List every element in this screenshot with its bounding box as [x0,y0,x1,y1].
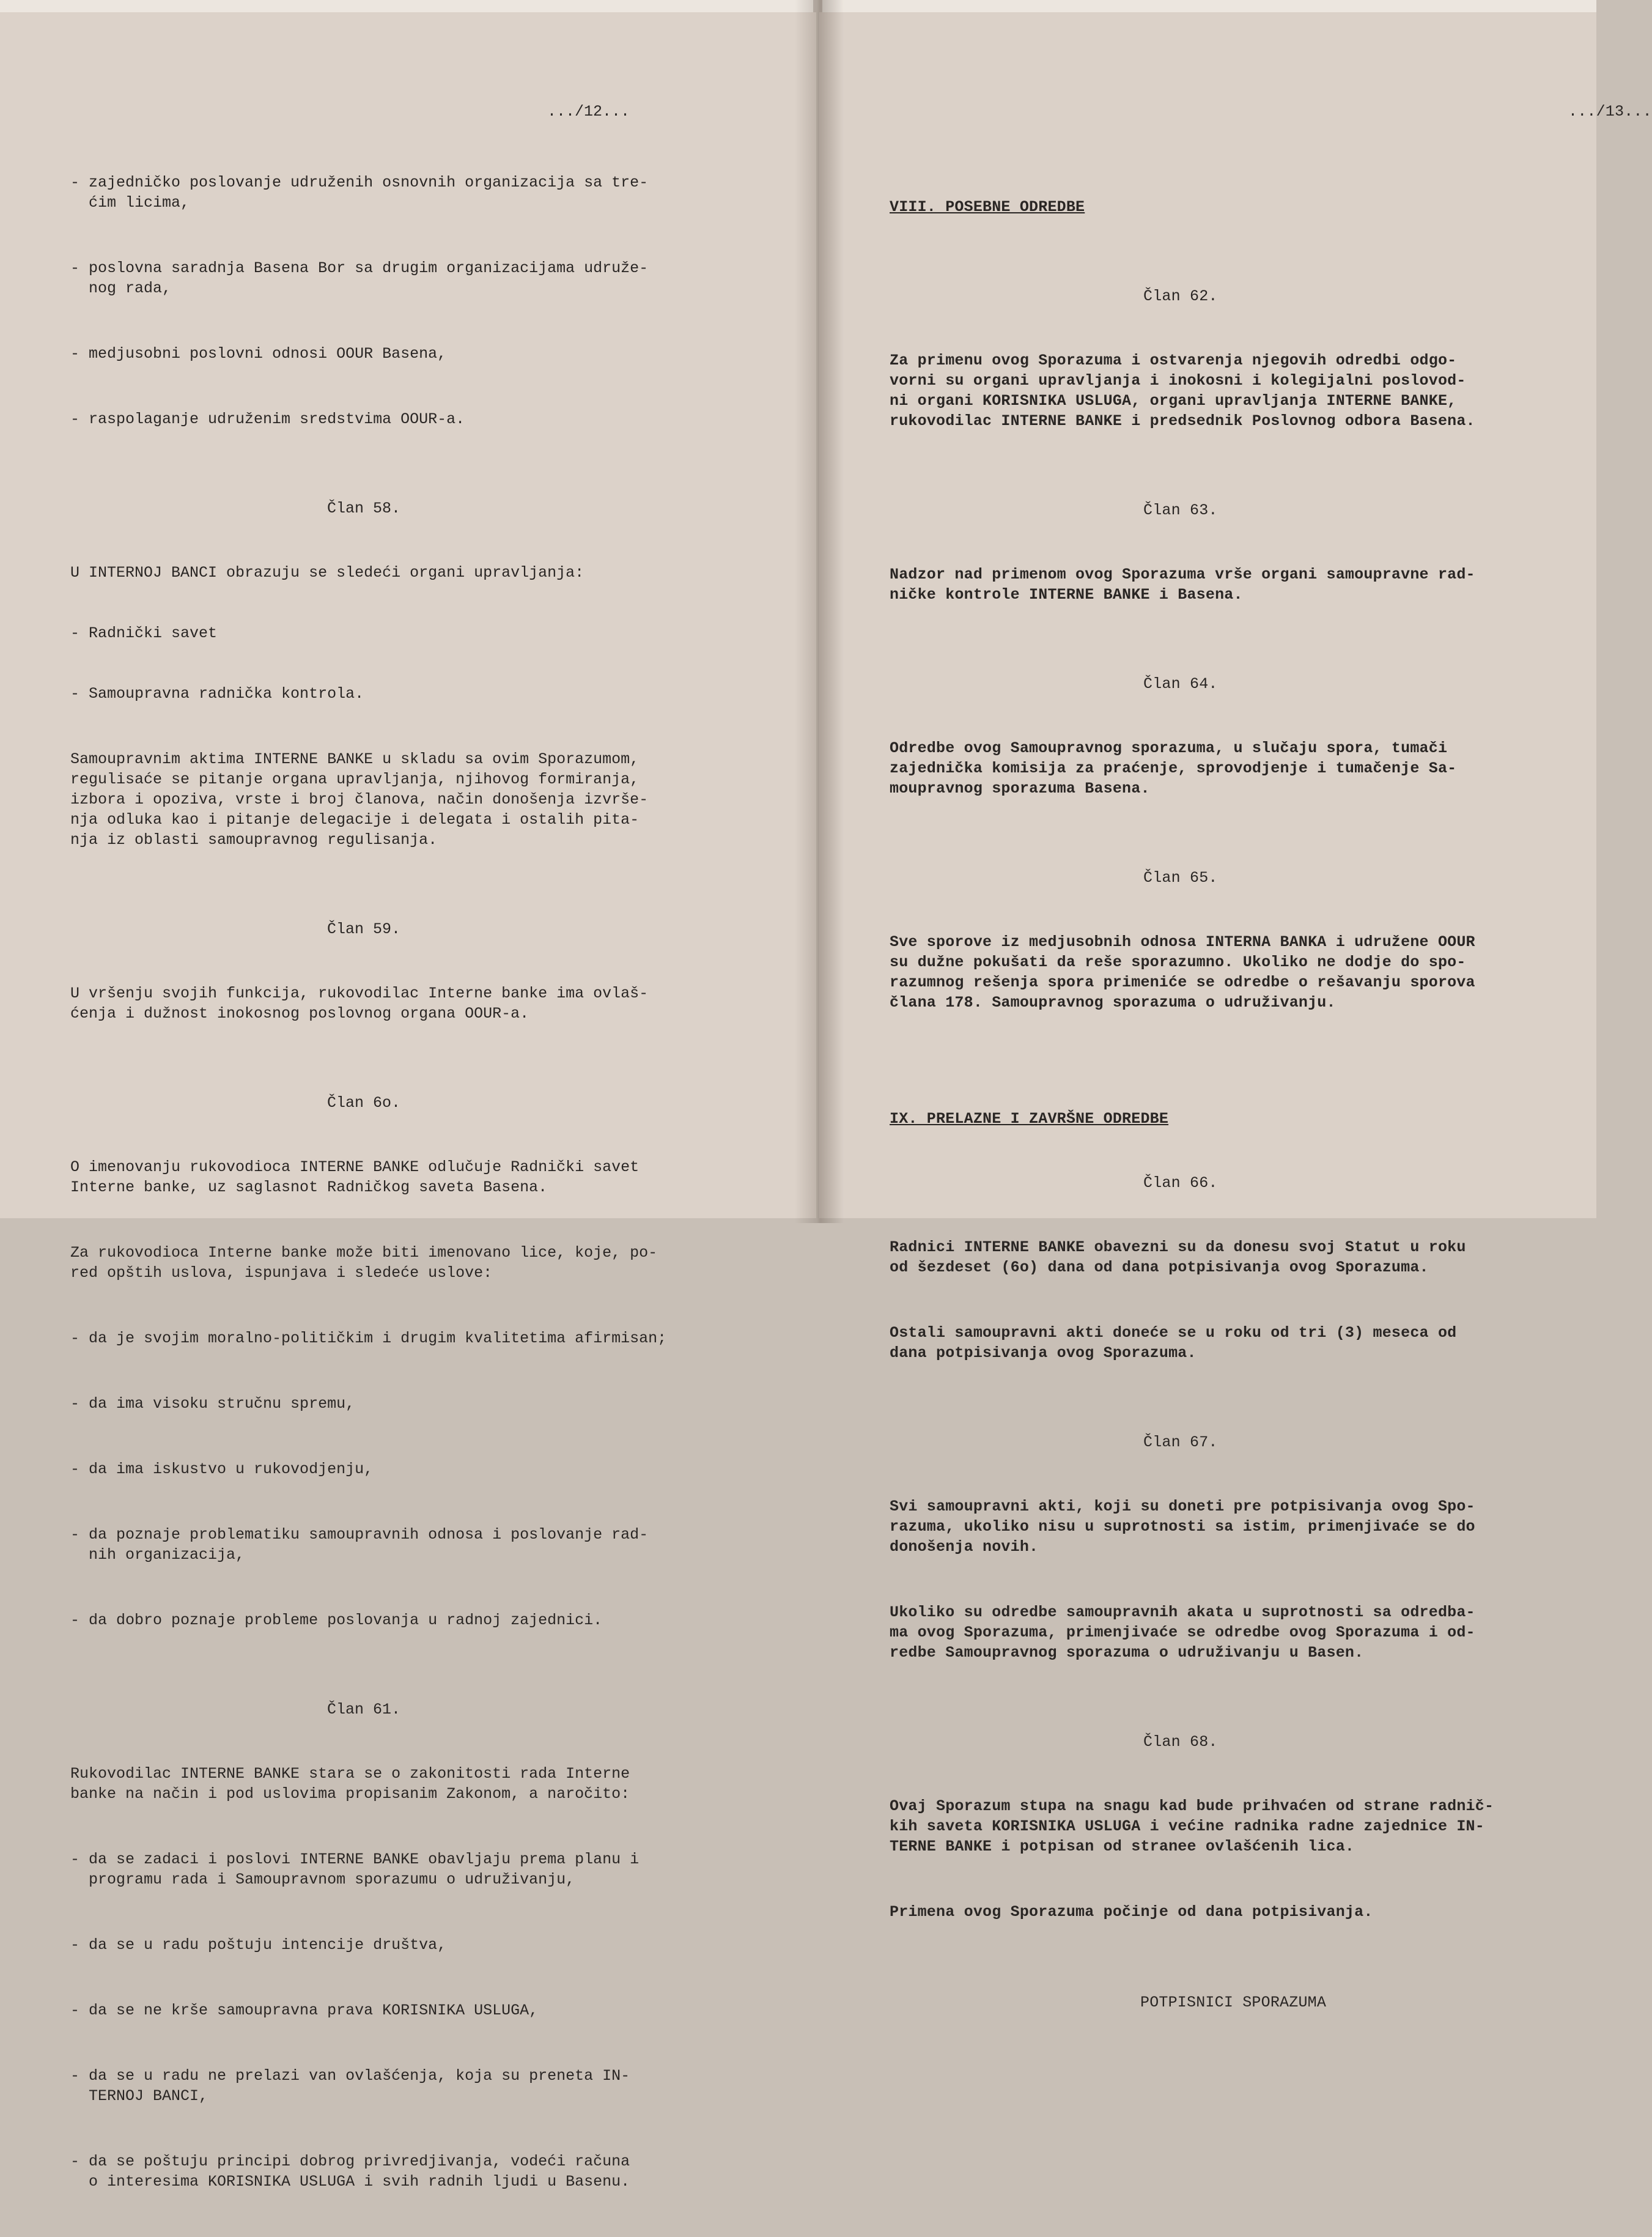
page-edge-right [822,0,1596,13]
article-text: Radnici INTERNE BANKE obavezni su da donesu svoj Statut u roku od šezdeset (6o) dana od dana potpisivanja ovog Sporazuma. [890,1238,1466,1276]
article-title: Član 62. [1143,287,1218,305]
article-title: Član 67. [1143,1433,1218,1451]
list-item: - Radnički savet [70,624,218,642]
page-number: .../13... [1568,103,1652,120]
article-text: Svi samoupravni akti, koji su doneti pre potpisivanja ovog Spo- razuma, ukoliko nisu u suprotnosti sa istim, primenjivaće se do donošenja novih. [890,1498,1475,1556]
article-text: Ovaj Sporazum stupa na snagu kad bude prihvaćen od strane radnič- kih saveta KORISNIKA USLUGA i većine radnika radne zajednice IN- TERNE BANKE i potpisan od stranee ovlašćenih lica. [890,1797,1494,1855]
article-title: Član 63. [1143,501,1218,519]
section-heading: VIII. POSEBNE ODREDBE [890,198,1085,216]
article-text: O imenovanju rukovodioca INTERNE BANKE odlučuje Radnički savet Interne banke, uz saglasnot Radničkog saveta Basena. [70,1158,640,1196]
list-item: - da se zadaci i poslovi INTERNE BANKE obavljaju prema planu i programu rada i Samoupravnom sporazumu o udruživanju, [70,1851,640,1888]
list-item: - da se u radu ne prelazi van ovlašćenja, koja su preneta IN- TERNOJ BANCI, [70,2067,630,2105]
article-text: Primena ovog Sporazuma počinje od dana potpisivanja. [890,1903,1373,1921]
article-text: Ukoliko su odredbe samoupravnih akata u suprotnosti sa odredba- ma ovog Sporazuma, primenjivaće se odredbe ovog Sporazuma i od- redbe Samoupravnog sporazuma o udruživanju u Basen. [890,1603,1475,1662]
article-text: Rukovodilac INTERNE BANKE stara se o zakonitosti rada Interne banke na način i pod uslovima propisanim Zakonom, a naročito: [70,1765,630,1803]
list-item: - Samoupravna radnička kontrola. [70,685,364,703]
article-title: Član 64. [1143,675,1218,693]
article-text: Odredbe ovog Samoupravnog sporazuma, u slučaju spora, tumači zajednička komisija za praćenje, sprovodjenje i tumačenje Sa- moupravnog sporazuma Basena. [890,739,1457,797]
article-text: U vršenju svojih funkcija, rukovodilac Interne banke ima ovlaš- ćenja i dužnost inokosnog poslovnog organa OOUR-a. [70,985,649,1022]
signatories-heading: POTPISNICI SPORAZUMA [1140,1994,1327,2011]
article-title: Član 61. [327,1701,401,1718]
list-item: - da ima visoku stručnu spremu, [70,1395,355,1413]
book-gutter [795,0,844,1223]
article-text: U INTERNOJ BANCI obrazuju se sledeći organi upravljanja: [70,564,584,582]
page-edge-left [0,0,813,13]
article-title: Član 68. [1143,1733,1218,1751]
article-text: Ostali samoupravni akti doneće se u roku od tri (3) meseca od dana potpisivanja ovog Sporazuma. [890,1324,1457,1362]
article-title: Član 65. [1143,869,1218,887]
list-item: - da ima iskustvo u rukovodjenju, [70,1460,374,1478]
list-item: - zajedničko poslovanje udruženih osnovnih organizacija sa tre- ćim licima, [70,174,649,212]
article-title: Član 59. [327,920,401,938]
list-item: - da se u radu poštuju intencije društva, [70,1936,447,1954]
article-title: Član 66. [1143,1174,1218,1192]
list-item: - da se ne krše samoupravna prava KORISNIKA USLUGA, [70,2002,539,2019]
list-item: - raspolaganje udruženim sredstvima OOUR-a. [70,410,465,428]
list-item: - da se poštuju principi dobrog privredjivanja, vodeći računa o interesima KORISNIKA USLUGA i svih radnih ljudi u Basenu. [70,2153,630,2191]
section-heading: IX. PRELAZNE I ZAVRŠNE ODREDBE [890,1110,1169,1128]
list-item: - da poznaje problematiku samoupravnih odnosa i poslovanje rad- nih organizacija, [70,1526,649,1564]
article-text: Sve sporove iz medjusobnih odnosa INTERNA BANKA i udružene OOUR su dužne pokušati da reše sporazumno. Ukoliko ne dodje do spo- razumnog rešenja spora primeniće se odredbe o rešavanju sporova člana 178. Samoupravnog sporazuma o udruživanju. [890,933,1475,1011]
list-item: - poslovna saradnja Basena Bor sa drugim organizacijama udruže- nog rada, [70,259,649,297]
left-page [0,12,816,2191]
article-text: Nadzor nad primenom ovog Sporazuma vrše organi samoupravne rad- ničke kontrole INTERNE BANKE i Basena. [890,566,1475,604]
article-title: Član 6o. [327,1094,401,1112]
article-title: Član 58. [327,500,401,517]
left-page-content [70,61,767,2237]
article-text: Za rukovodioca Interne banke može biti imenovano lice, koje, po- red opštih uslova, ispunjava i sledeće uslove: [70,1244,658,1282]
list-item: - da je svojim moralno-političkim i drugim kvalitetima afirmisan; [70,1329,667,1347]
article-text: Samoupravnim aktima INTERNE BANKE u skladu sa ovim Sporazumom, regulisaće se pitanje organa upravljanja, njihovog formiranja, izbora i opoziva, vrste i broj članova, način donošenja izvrše- nja odluka kao i pitanje delegacije i delegata i ostalih pita- nja iz oblasti samoupravnog regulisanja. [70,750,649,849]
list-item: - medjusobni poslovni odnosi OOUR Basena, [70,345,447,363]
right-page-content [890,61,1652,2053]
right-page [819,12,1652,2011]
list-item: - da dobro poznaje probleme poslovanja u radnoj zajednici. [70,1611,603,1629]
article-text: Za primenu ovog Sporazuma i ostvarenja njegovih odredbi odgo- vorni su organi upravljanja i inokosni i kolegijalni poslovod- ni organi KORISNIKA USLUGA, organi upravljanja INTERNE BANKE, rukovodilac INTERNE BANKE i predsednik Poslovnog odbora Basena. [890,352,1475,430]
page-number: .../12... [547,103,630,120]
